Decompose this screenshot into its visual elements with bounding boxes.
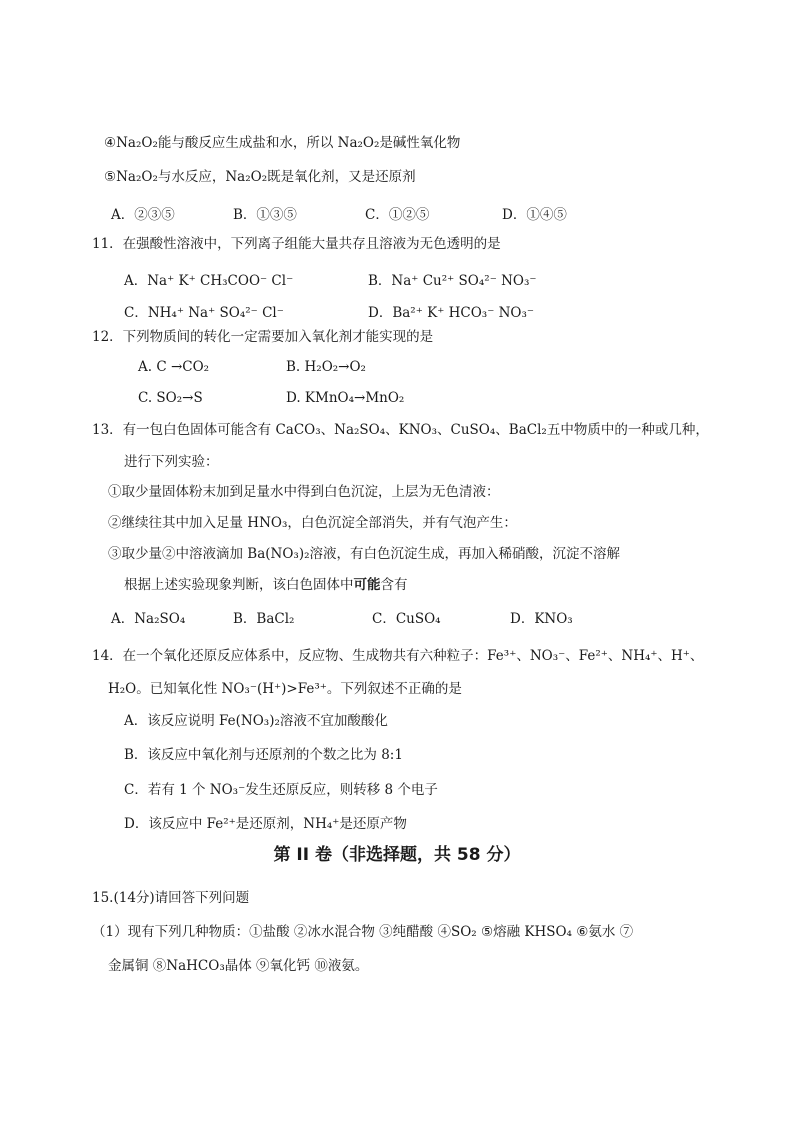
q14-option-a: A．该反应说明 Fe(NO₃)₂溶液不宜加酸酸化 [124, 713, 388, 729]
q13-stem-line1: 13．有一包白色固体可能含有 CaCO₃、Na₂SO₄、KNO₃、CuSO₄、BaCl₂五中物质中的一种或几种， [92, 422, 709, 438]
q13-stem-line2: 进行下列实验： [124, 454, 219, 470]
q14-option-d: D．该反应中 Fe²⁺是还原剂，NH₄⁺是还原产物 [124, 816, 407, 832]
q11-option-c: C．NH₄⁺ Na⁺ SO₄²⁻ Cl⁻ [124, 305, 284, 321]
q12-option-b: B. H₂O₂→O₂ [286, 359, 366, 375]
q12-stem: 12．下列物质间的转化一定需要加入氧化剂才能实现的是 [92, 329, 434, 345]
q12-option-d: D. KMnO₄→MnO₂ [286, 390, 405, 406]
q11-option-a: A．Na⁺ K⁺ CH₃COO⁻ Cl⁻ [124, 273, 294, 289]
q15-stem: 15.(14分)请回答下列问题 [92, 890, 250, 906]
q13-option-d: D．KNO₃ [510, 611, 573, 627]
section-2-title: 第 II 卷（非选择题，共 58 分） [273, 845, 521, 865]
q14-option-b: B．该反应中氧化剂与还原剂的个数之比为 8:1 [124, 747, 403, 763]
q13-judgement [124, 575, 408, 595]
q13-step-3: ③取少量②中溶液滴加 Ba(NO₃)₂溶液，有白色沉淀生成，再加入稀硝酸，沉淀不溶解 [108, 546, 620, 562]
q13-option-a: A．Na₂SO₄ [111, 611, 186, 627]
statement-4: ④Na₂O₂能与酸反应生成盐和水，所以 Na₂O₂是碱性氧化物 [104, 135, 461, 151]
q14-stem-line1: 14．在一个氧化还原反应体系中，反应物、生成物共有六种粒子：Fe³⁺、NO₃⁻、Fe²⁺、NH₄⁺、H⁺、 [92, 648, 704, 664]
q13-step-1: ①取少量固体粉末加到足量水中得到白色沉淀，上层为无色清液： [108, 484, 500, 500]
q13-judgement-post: 含有 [380, 577, 408, 593]
q11-option-d: D．Ba²⁺ K⁺ HCO₃⁻ NO₃⁻ [368, 305, 535, 321]
q14-option-c: C．若有 1 个 NO₃⁻发生还原反应，则转移 8 个电子 [124, 782, 438, 798]
q10-option-a: A．②③⑤ [111, 207, 175, 223]
q13-judgement-emphasis: 可能 [353, 577, 381, 593]
q12-option-a: A. C →CO₂ [138, 359, 210, 375]
q11-option-b: B．Na⁺ Cu²⁺ SO₄²⁻ NO₃⁻ [368, 273, 537, 289]
q13-step-2: ②继续往其中加入足量 HNO₃，白色沉淀全部消失，并有气泡产生： [108, 515, 517, 531]
q14-stem-line2: H₂O。已知氧化性 NO₃⁻(H⁺)>Fe³⁺。下列叙述不正确的是 [108, 681, 462, 697]
q10-option-d: D．①④⑤ [502, 207, 567, 223]
q13-option-c: C．CuSO₄ [372, 611, 441, 627]
q10-option-b: B．①③⑤ [233, 207, 297, 223]
statement-5: ⑤Na₂O₂与水反应，Na₂O₂既是氧化剂，又是还原剂 [104, 169, 416, 185]
q13-option-b: B．BaCl₂ [233, 611, 295, 627]
q12-option-c: C. SO₂→S [138, 390, 203, 406]
q11-stem: 11．在强酸性溶液中，下列离子组能大量共存且溶液为无色透明的是 [92, 236, 501, 252]
q10-option-c: C．①②⑤ [365, 207, 430, 223]
q15-part1-line1: （1）现有下列几种物质：①盐酸 ②冰水混合物 ③纯醋酸 ④SO₂ ⑤熔融 KHSO₄ ⑥氨水 ⑦ [92, 924, 634, 940]
q15-part1-line2: 金属铜 ⑧NaHCO₃晶体 ⑨氧化钙 ⑩液氨。 [108, 958, 369, 974]
q13-judgement-pre: 根据上述实验现象判断，该白色固体中 [124, 577, 354, 593]
